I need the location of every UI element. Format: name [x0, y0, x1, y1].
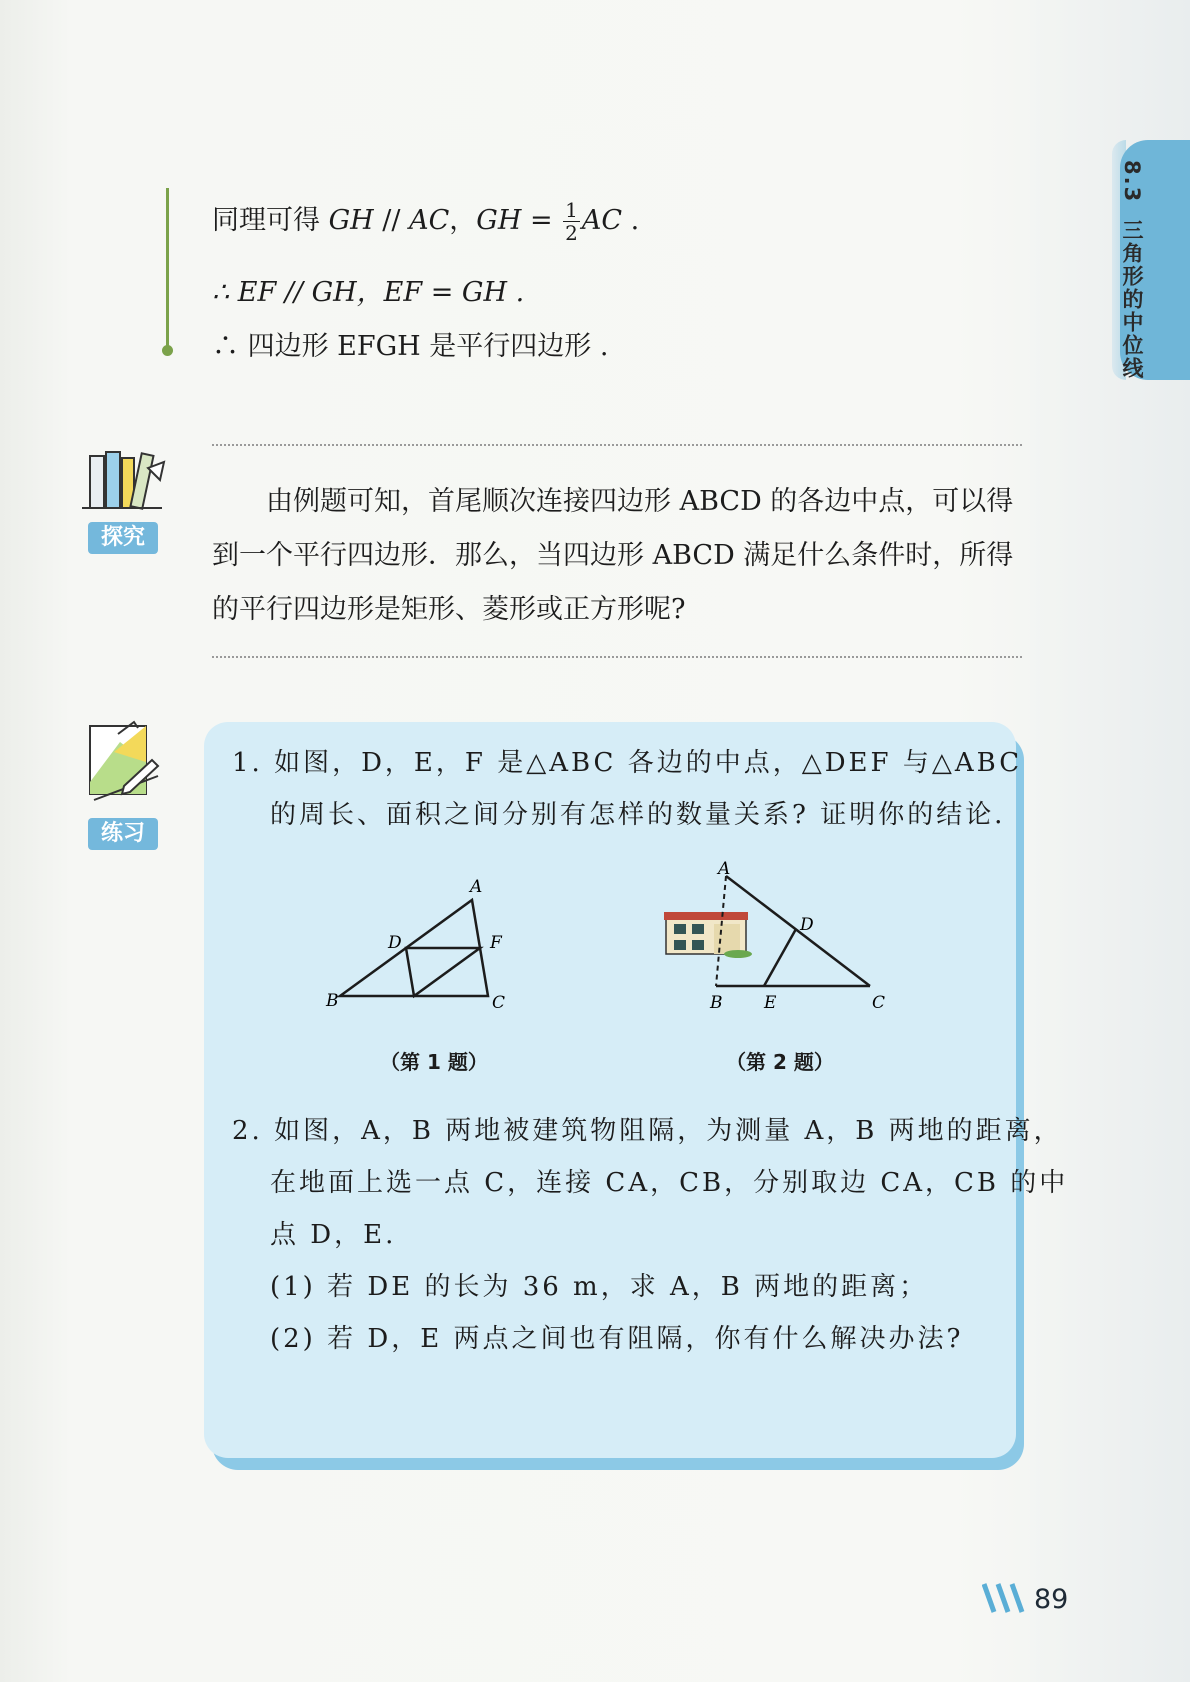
q2-sub-1: (1) 若 DE 的长为 36 m，求 A，B 两地的距离； — [270, 1272, 929, 1302]
fig2-caption: （第 2 题） — [726, 1050, 834, 1074]
fig2-label-d: D — [800, 915, 814, 935]
explore-badge: 探究 — [88, 522, 158, 554]
proof-line-2: ∴ EF // GH，EF = GH . — [212, 277, 525, 308]
fraction-half — [563, 199, 580, 244]
q1-line-1: 1. 如图，D，E，F 是△ABC 各边的中点，△DEF 与△ABC — [232, 748, 1023, 778]
proof-line-1-gh: GH — [328, 205, 374, 236]
section-label — [1121, 160, 1147, 380]
fig2-label-a: A — [718, 860, 731, 879]
fig1-label-a: A — [470, 877, 483, 897]
proof-bar — [166, 188, 169, 348]
q2-sub-2: (2) 若 D，E 两点之间也有阻隔，你有什么解决办法? — [270, 1324, 964, 1354]
fig1-label-f: F — [490, 933, 502, 953]
section-title: 三角形的中位线 — [1120, 219, 1144, 381]
proof-line-1 — [212, 198, 639, 244]
triangle-def — [406, 948, 480, 996]
figure-2 — [650, 860, 900, 1020]
fraction-numerator: 1 — [565, 198, 578, 222]
divider-top — [212, 444, 1022, 446]
divider-bottom — [212, 656, 1022, 658]
proof-line-3: ∴ 四边形 EFGH 是平行四边形 . — [212, 331, 609, 362]
q1-line-2: 的周长、面积之间分别有怎样的数量关系? 证明你的结论． — [270, 800, 1024, 830]
fraction-denominator: 2 — [565, 221, 578, 245]
books-icon — [80, 448, 170, 518]
fig1-caption: （第 1 题） — [380, 1050, 488, 1074]
practice-badge: 练习 — [88, 818, 158, 850]
fig2-label-b: B — [710, 993, 723, 1013]
q2-line-1: 2. 如图，A，B 两地被建筑物阻隔，为测量 A，B 两地的距离， — [232, 1116, 1063, 1146]
page-number: 89 — [1034, 1584, 1069, 1615]
fig1-label-b: B — [326, 991, 339, 1011]
proof-dot — [162, 345, 173, 356]
figure-1 — [320, 868, 540, 1018]
fig2-label-c: C — [872, 993, 886, 1013]
fig2-label-e: E — [764, 993, 777, 1013]
q2-line-3: 点 D，E. — [270, 1220, 397, 1250]
proof-line-1-parallel: // — [373, 205, 410, 236]
page-number-stripes-icon — [982, 1582, 1032, 1614]
proof-line-1-equals: = — [521, 205, 562, 236]
proof-line-1-ac2: AC — [581, 205, 623, 236]
building-icon — [664, 912, 752, 958]
explore-text: 由例题可知，首尾顺次连接四边形 ABCD 的各边中点，可以得到一个平行四边形．那么，当四边形 ABCD 满足什么条件时，所得的平行四边形是矩形、菱形或正方形呢? — [212, 486, 1014, 625]
proof-line-1-period: . — [622, 205, 640, 236]
practice-notebook-icon — [74, 712, 170, 808]
proof-line-1-prefix: 同理可得 — [212, 205, 329, 236]
proof-line-1-comma: ， — [449, 205, 477, 236]
proof-line-1-ac: AC — [409, 205, 450, 236]
q2-line-2: 在地面上选一点 C，连接 CA，CB，分别取边 CA，CB 的中 — [270, 1168, 1069, 1198]
section-number: 8.3 — [1120, 160, 1144, 204]
proof-line-1-gh2: GH — [476, 205, 522, 236]
fig1-label-d: D — [388, 933, 402, 953]
fig1-label-c: C — [492, 993, 506, 1013]
